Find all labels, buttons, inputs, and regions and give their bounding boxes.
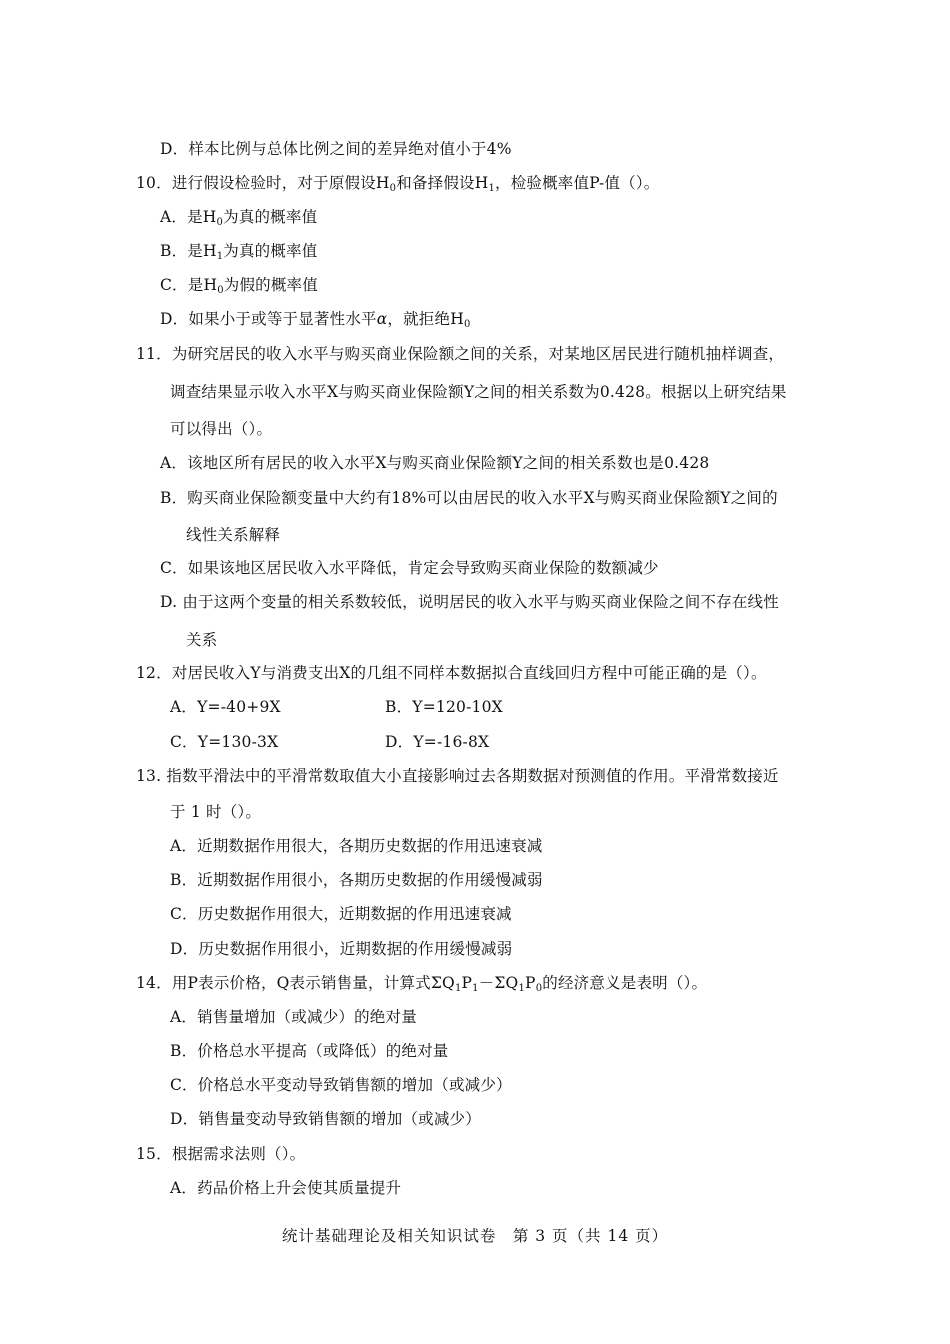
q12-option-b: B．Y=120-10X <box>385 698 503 716</box>
q10-option-c: C．是$H_0$为假的概率值 <box>160 276 318 296</box>
q12-stem: 12．对居民收入Y与消费支出X的几组不同样本数据拟合直线回归方程中可能正确的是（）。 <box>136 664 767 682</box>
q11-option-d-line-1: D. 由于这两个变量的相关系数较低，说明居民的收入水平与购买商业保险之间不存在线性 <box>160 593 779 611</box>
q14-option-d: D．销售量变动导致销售额的增加（或减少） <box>170 1110 481 1128</box>
q10-stem: 10．进行假设检验时，对于原假设$H_0$和备择假设$H_1$，检验概率值P-值（）。 <box>136 174 660 194</box>
q11-option-a: A．该地区所有居民的收入水平X与购买商业保险额Y之间的相关系数也是0.428 <box>160 454 710 472</box>
q14-option-c: C．价格总水平变动导致销售额的增加（或减少） <box>170 1076 512 1094</box>
q13-option-d: D．历史数据作用很小，近期数据的作用缓慢减弱 <box>170 940 513 958</box>
q12-option-a: A．Y=-40+9X <box>170 698 281 716</box>
q13-stem-line-1: 13. 指数平滑法中的平滑常数取值大小直接影响过去各期数据对预测值的作用。平滑常数接近 <box>136 767 779 785</box>
q10-option-a: A．是$H_0$为真的概率值 <box>160 208 318 228</box>
q13-option-c: C．历史数据作用很大，近期数据的作用迅速衰减 <box>170 905 512 923</box>
q11-stem-line-3: 可以得出（）。 <box>170 420 273 438</box>
q13-option-b: B．近期数据作用很小，各期历史数据的作用缓慢减弱 <box>170 871 543 889</box>
q11-option-b-line-1: B．购买商业保险额变量中大约有18%可以由居民的收入水平X与购买商业保险额Y之间的 <box>160 489 778 507</box>
q11-stem-line-2: 调查结果显示收入水平X与购买商业保险额Y之间的相关系数为0.428。根据以上研究结果 <box>170 383 787 401</box>
q9-option-d: D．样本比例与总体比例之间的差异绝对值小于4% <box>160 140 512 158</box>
q11-option-b-line-2: 线性关系解释 <box>186 526 281 544</box>
q14-stem: 14．用P表示价格，Q表示销售量，计算式$\Sigma Q_1P_1-\Sigma Q_1P_0$的经济意义是表明（）。 <box>136 974 708 994</box>
q13-option-a: A．近期数据作用很大，各期历史数据的作用迅速衰减 <box>170 837 543 855</box>
q14-option-a: A．销售量增加（或减少）的绝对量 <box>170 1008 417 1026</box>
q12-option-c: C．Y=130-3X <box>170 733 279 751</box>
q14-option-b: B．价格总水平提高（或降低）的绝对量 <box>170 1042 449 1060</box>
q12-option-d: D．Y=-16-8X <box>385 733 490 751</box>
page-footer: 统计基础理论及相关知识试卷 第 3 页（共 14 页） <box>281 1227 669 1245</box>
q11-stem-line-1: 11．为研究居民的收入水平与购买商业保险额之间的关系，对某地区居民进行随机抽样调查， <box>136 345 785 363</box>
q15-stem: 15．根据需求法则（）。 <box>136 1145 306 1163</box>
q13-stem-line-2: 于 1 时（）。 <box>170 803 262 821</box>
q10-option-b: B．是$H_1$为真的概率值 <box>160 242 318 262</box>
q11-option-c: C．如果该地区居民收入水平降低，肯定会导致购买商业保险的数额减少 <box>160 559 659 577</box>
q10-option-d: D．如果小于或等于显著性水平α，就拒绝$H_0$ <box>160 310 471 330</box>
alpha-symbol: α <box>376 310 388 328</box>
q15-option-a: A．药品价格上升会使其质量提升 <box>170 1179 402 1197</box>
q11-option-d-line-2: 关系 <box>186 631 218 649</box>
